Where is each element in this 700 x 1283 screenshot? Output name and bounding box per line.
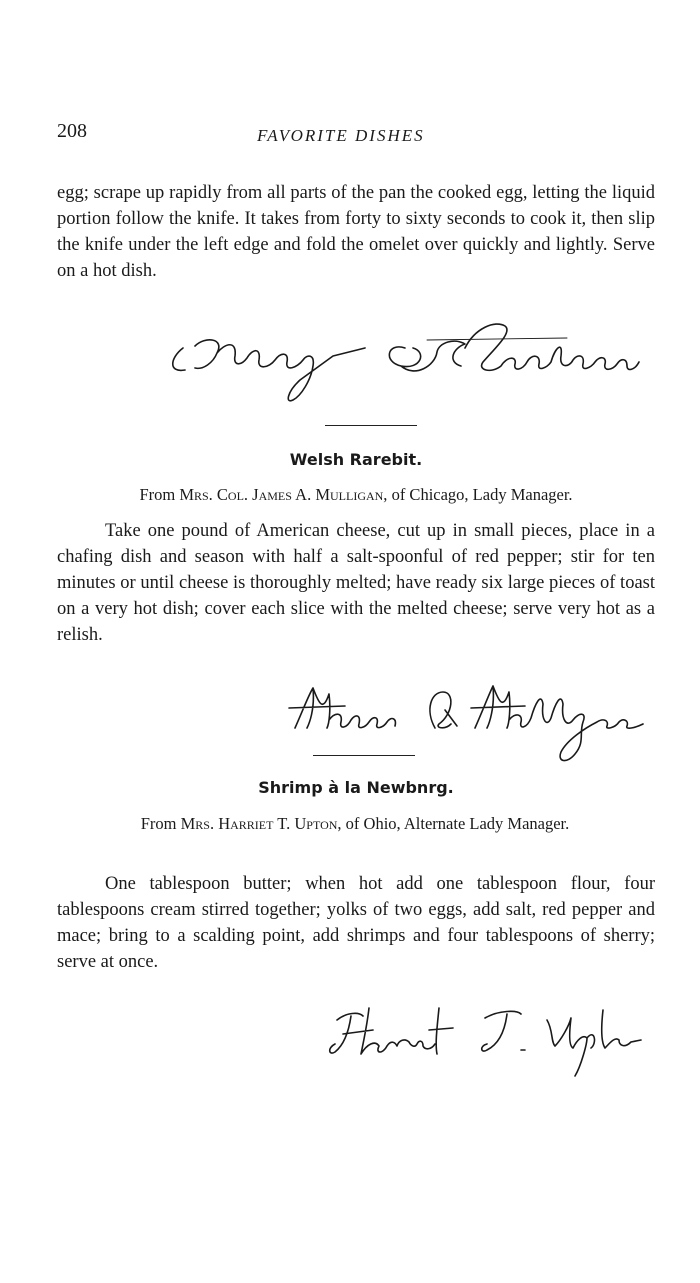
recipe-attribution-shrimp xyxy=(110,812,600,836)
section-divider xyxy=(325,425,417,426)
recipe-title-shrimp-a-la-newburg: Shrimp à la Newbnrg. xyxy=(258,778,454,797)
recipe-title-welsh-rarebit: Welsh Rarebit. xyxy=(289,450,423,469)
attribution-prefix: From xyxy=(140,814,177,833)
page-number: 208 xyxy=(57,120,87,142)
attribution-name: Mrs. Col. James A. Mulligan, xyxy=(179,485,388,504)
recipe-body-shrimp: One tablespoon butter; when hot add one tablespoon flour, four tablespoons cream stirred together; yolks of two eggs, add salt, red pepper and mace; bring to a scalding point, add shrimps and four tablespoons of sherry; serve at once. xyxy=(57,874,655,972)
signature-marian-a-mulligan xyxy=(285,680,655,765)
signature-mary-s-lockwood xyxy=(165,318,655,408)
section-divider xyxy=(313,755,415,756)
recipe-body-welsh-rarebit: Take one pound of American cheese, cut up in small pieces, place in a chafing dish and season with half a salt-spoonful of red pepper; stir for ten minutes or until cheese is thoroughly melted; have ready six large pieces of toast on a very hot dish; cover each slice with the melted cheese; serve very hot as a relish. xyxy=(57,521,655,645)
attribution-prefix: From xyxy=(139,485,176,504)
attribution-name: Mrs. Harriet T. Upton, xyxy=(180,814,342,833)
signature-harriet-t-upton xyxy=(325,1000,660,1080)
recipe-attribution-welsh-rarebit xyxy=(57,483,655,507)
attribution-suffix: of Ohio, Alternate Lady Manager. xyxy=(345,814,570,833)
running-title: FAVORITE DISHES xyxy=(257,126,425,145)
page-header xyxy=(57,120,657,150)
omelet-continuation-text: egg; scrape up rapidly from all parts of the pan the cooked egg, letting the liquid portion follow the knife. It takes from forty to sixty seconds to cook it, then slip the knife under the left edge and fold the omelet over quickly and lightly. Serve on a hot dish. xyxy=(57,183,655,281)
attribution-suffix: of Chicago, Lady Manager. xyxy=(391,485,573,504)
